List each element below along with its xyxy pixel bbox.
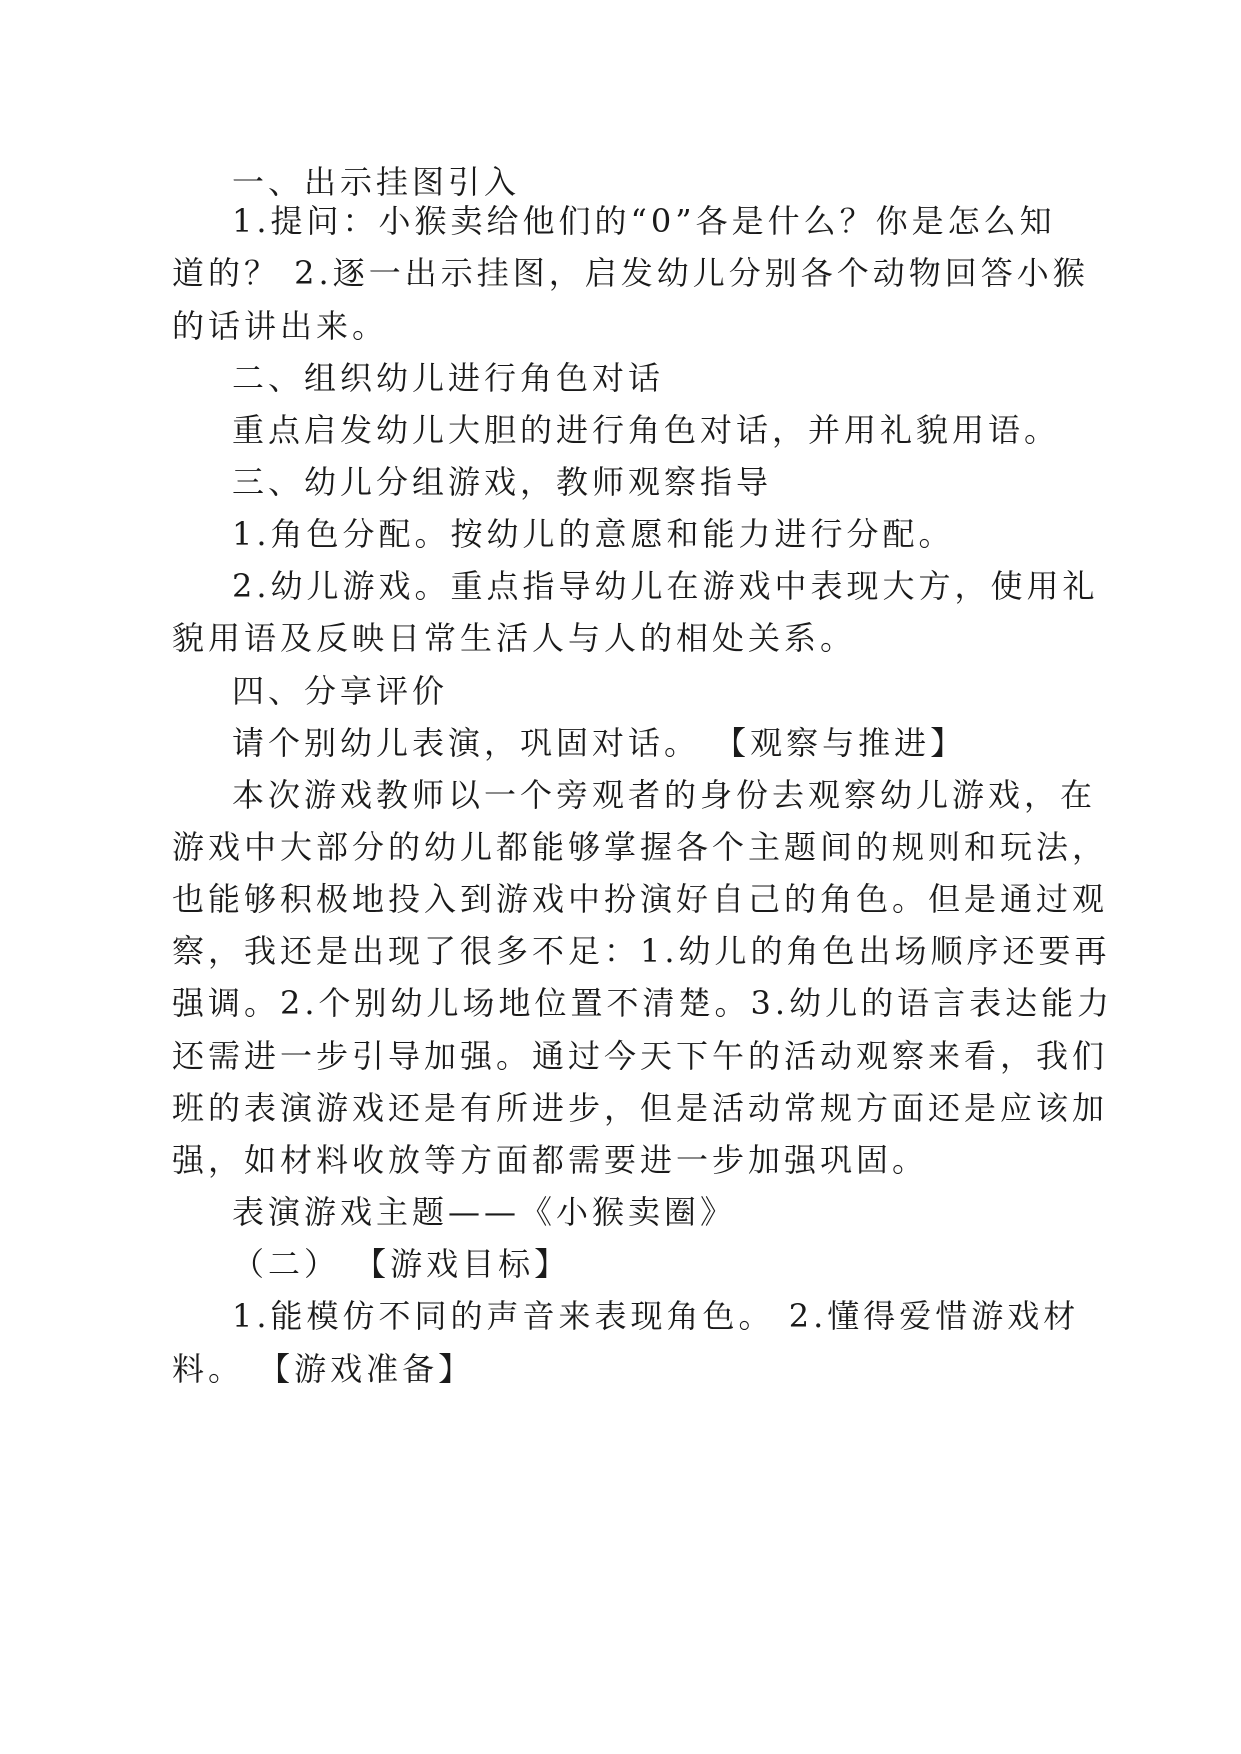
- paragraph-line: 1.提问：小猴卖给他们的“0”各是什么？你是怎么知: [232, 202, 1056, 240]
- paragraph-line: 本次游戏教师以一个旁观者的身份去观察幼儿游戏，在: [232, 776, 1097, 814]
- subsection-heading: （二） 【游戏目标】: [232, 1245, 571, 1283]
- heading-3: 三、幼儿分组游戏，教师观察指导: [232, 463, 773, 501]
- paragraph-line: 1.角色分配。按幼儿的意愿和能力进行分配。: [232, 515, 955, 553]
- heading-1: 一、出示挂图引入: [232, 163, 521, 201]
- paragraph-line: 游戏中大部分的幼儿都能够掌握各个主题间的规则和玩法，: [172, 828, 1109, 866]
- paragraph-line: 强调。2.个别幼儿场地位置不清楚。3.幼儿的语言表达能力: [172, 984, 1114, 1022]
- paragraph-line: 2.幼儿游戏。重点指导幼儿在游戏中表现大方，使用礼: [232, 567, 1099, 605]
- paragraph-line: 重点启发幼儿大胆的进行角色对话，并用礼貌用语。: [232, 411, 1061, 449]
- paragraph-line: 察，我还是出现了很多不足：1.幼儿的角色出场顺序还要再: [172, 932, 1111, 970]
- heading-4: 四、分享评价: [232, 672, 449, 710]
- paragraph-line: 料。 【游戏准备】: [172, 1350, 475, 1388]
- section-title: 表演游戏主题——《小猴卖圈》: [232, 1193, 737, 1231]
- paragraph-line: 请个别幼儿表演，巩固对话。 【观察与推进】: [232, 724, 967, 762]
- paragraph-line: 也能够积极地投入到游戏中扮演好自己的角色。但是通过观: [172, 880, 1109, 918]
- paragraph-line: 还需进一步引导加强。通过今天下午的活动观察来看，我们: [172, 1037, 1109, 1075]
- paragraph-line: 的话讲出来。: [172, 307, 389, 345]
- paragraph-line: 道的？ 2.逐一出示挂图，启发幼儿分别各个动物回答小猴: [172, 254, 1089, 292]
- paragraph-line: 班的表演游戏还是有所进步，但是活动常规方面还是应该加: [172, 1089, 1109, 1127]
- paragraph-line: 貌用语及反映日常生活人与人的相处关系。: [172, 619, 857, 657]
- paragraph-line: 强，如材料收放等方面都需要进一步加强巩固。: [172, 1141, 929, 1179]
- heading-2: 二、组织幼儿进行角色对话: [232, 359, 665, 397]
- paragraph-line: 1.能模仿不同的声音来表现角色。 2.懂得爱惜游戏材: [232, 1297, 1080, 1335]
